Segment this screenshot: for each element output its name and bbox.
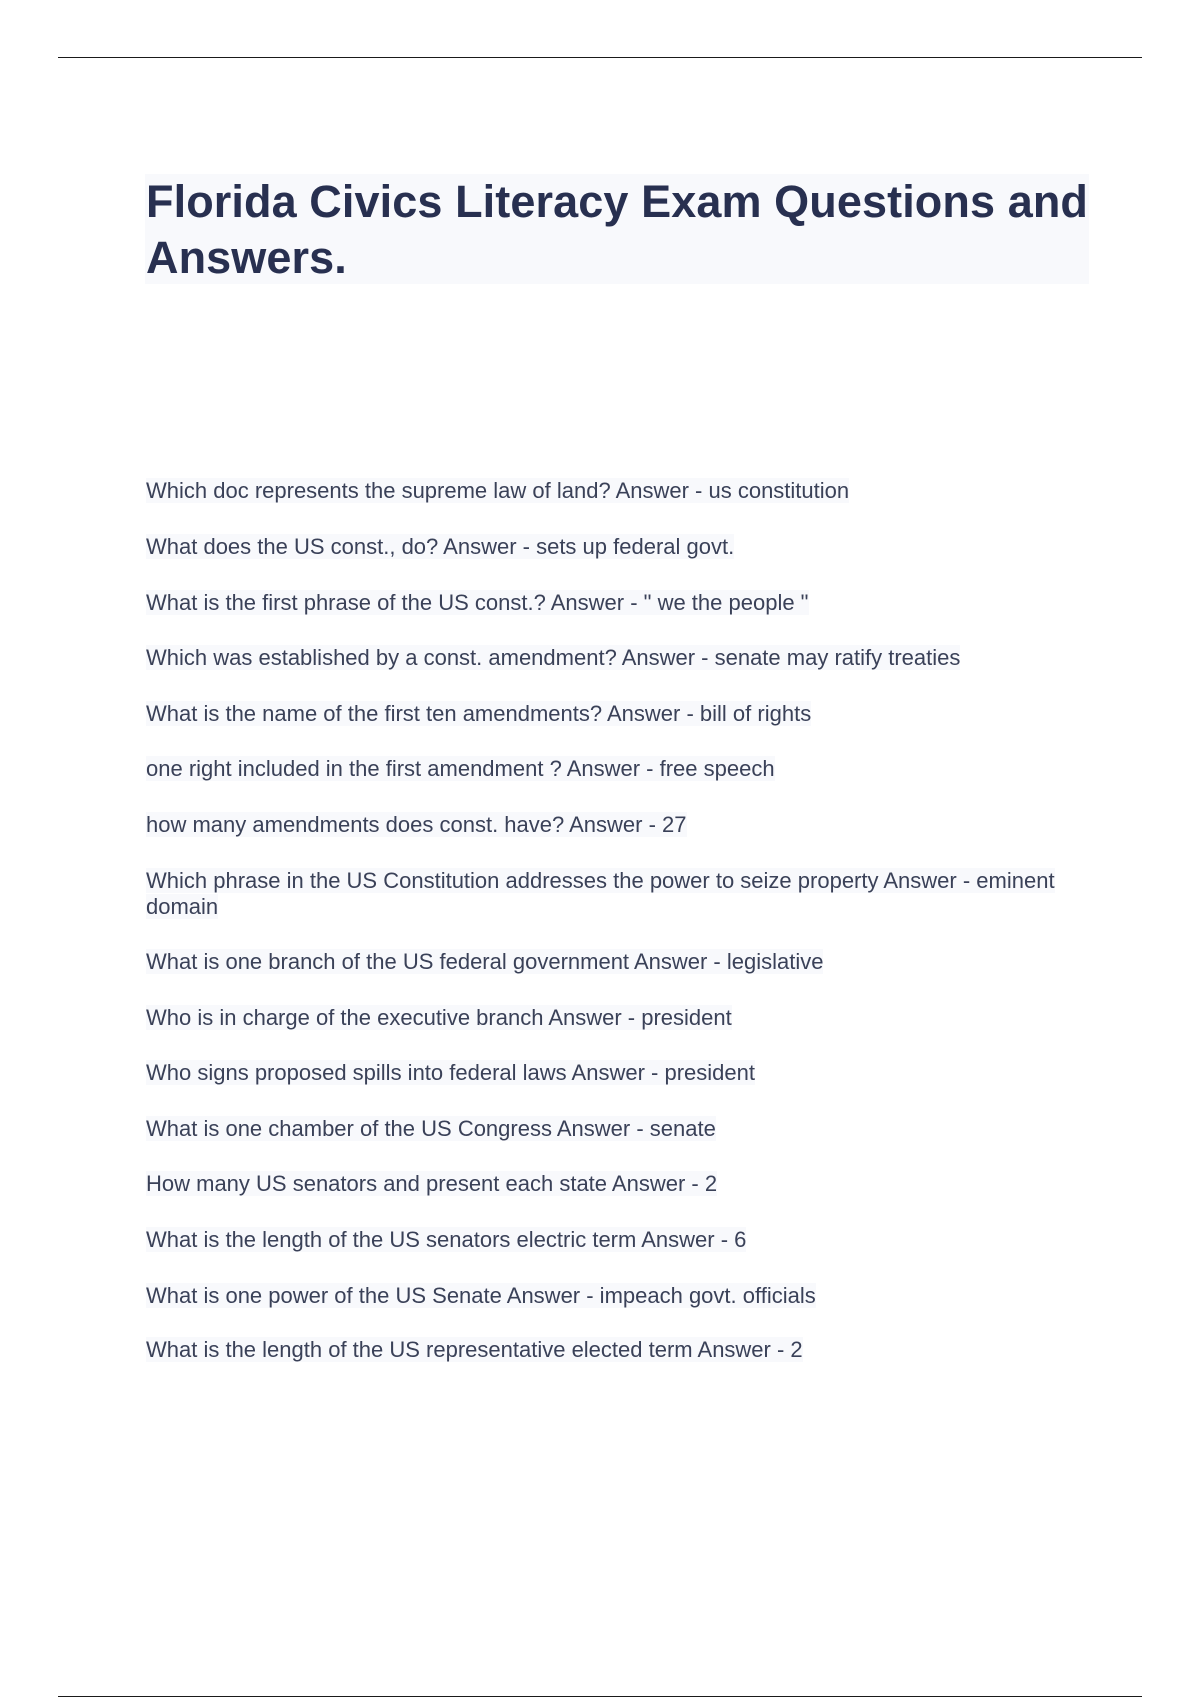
list-item xyxy=(145,1227,1085,1253)
qa-text: Which was established by a const. amendment? Answer - senate may ratify treaties xyxy=(146,645,961,670)
qa-text: How many US senators and present each state Answer - 2 xyxy=(146,1171,718,1196)
qa-text: What is one power of the US Senate Answer - impeach govt. officials xyxy=(146,1283,816,1308)
qa-text: Which phrase in the US Constitution addresses the power to seize property Answer - eminent domain xyxy=(146,868,1055,919)
list-item xyxy=(145,1337,1085,1363)
qa-text: What is one branch of the US federal government Answer - legislative xyxy=(146,949,824,974)
page-title: Florida Civics Literacy Exam Questions and Answers. xyxy=(146,176,1089,283)
top-divider xyxy=(58,57,1142,58)
qa-text: What is one chamber of the US Congress Answer - senate xyxy=(146,1116,716,1141)
qa-text: how many amendments does const. have? Answer - 27 xyxy=(146,812,687,837)
list-item xyxy=(145,478,1085,504)
list-item xyxy=(145,1171,1085,1197)
qa-text: What is the length of the US representative elected term Answer - 2 xyxy=(146,1337,803,1362)
list-item xyxy=(145,701,1085,727)
title-block xyxy=(145,174,1089,284)
qa-list xyxy=(145,478,1085,1363)
list-item xyxy=(145,1283,1085,1309)
list-item xyxy=(145,756,1085,782)
qa-text: What is the first phrase of the US const.? Answer - " we the people " xyxy=(146,590,809,615)
list-item xyxy=(145,534,1085,560)
bottom-divider xyxy=(58,1696,1142,1697)
qa-text: Who is in charge of the executive branch Answer - president xyxy=(146,1005,732,1030)
qa-text: Who signs proposed spills into federal laws Answer - president xyxy=(146,1060,755,1085)
qa-text: What is the length of the US senators electric term Answer - 6 xyxy=(146,1227,747,1252)
list-item xyxy=(145,1060,1085,1086)
list-item xyxy=(145,1005,1085,1031)
list-item xyxy=(145,868,1085,920)
list-item xyxy=(145,645,1085,671)
list-item xyxy=(145,590,1085,616)
list-item xyxy=(145,812,1085,838)
qa-text: Which doc represents the supreme law of land? Answer - us constitution xyxy=(146,478,850,503)
qa-text: one right included in the first amendment ? Answer - free speech xyxy=(146,756,775,781)
qa-text: What does the US const., do? Answer - sets up federal govt. xyxy=(146,534,735,559)
list-item xyxy=(145,949,1085,975)
qa-text: What is the name of the first ten amendments? Answer - bill of rights xyxy=(146,701,812,726)
list-item xyxy=(145,1116,1085,1142)
